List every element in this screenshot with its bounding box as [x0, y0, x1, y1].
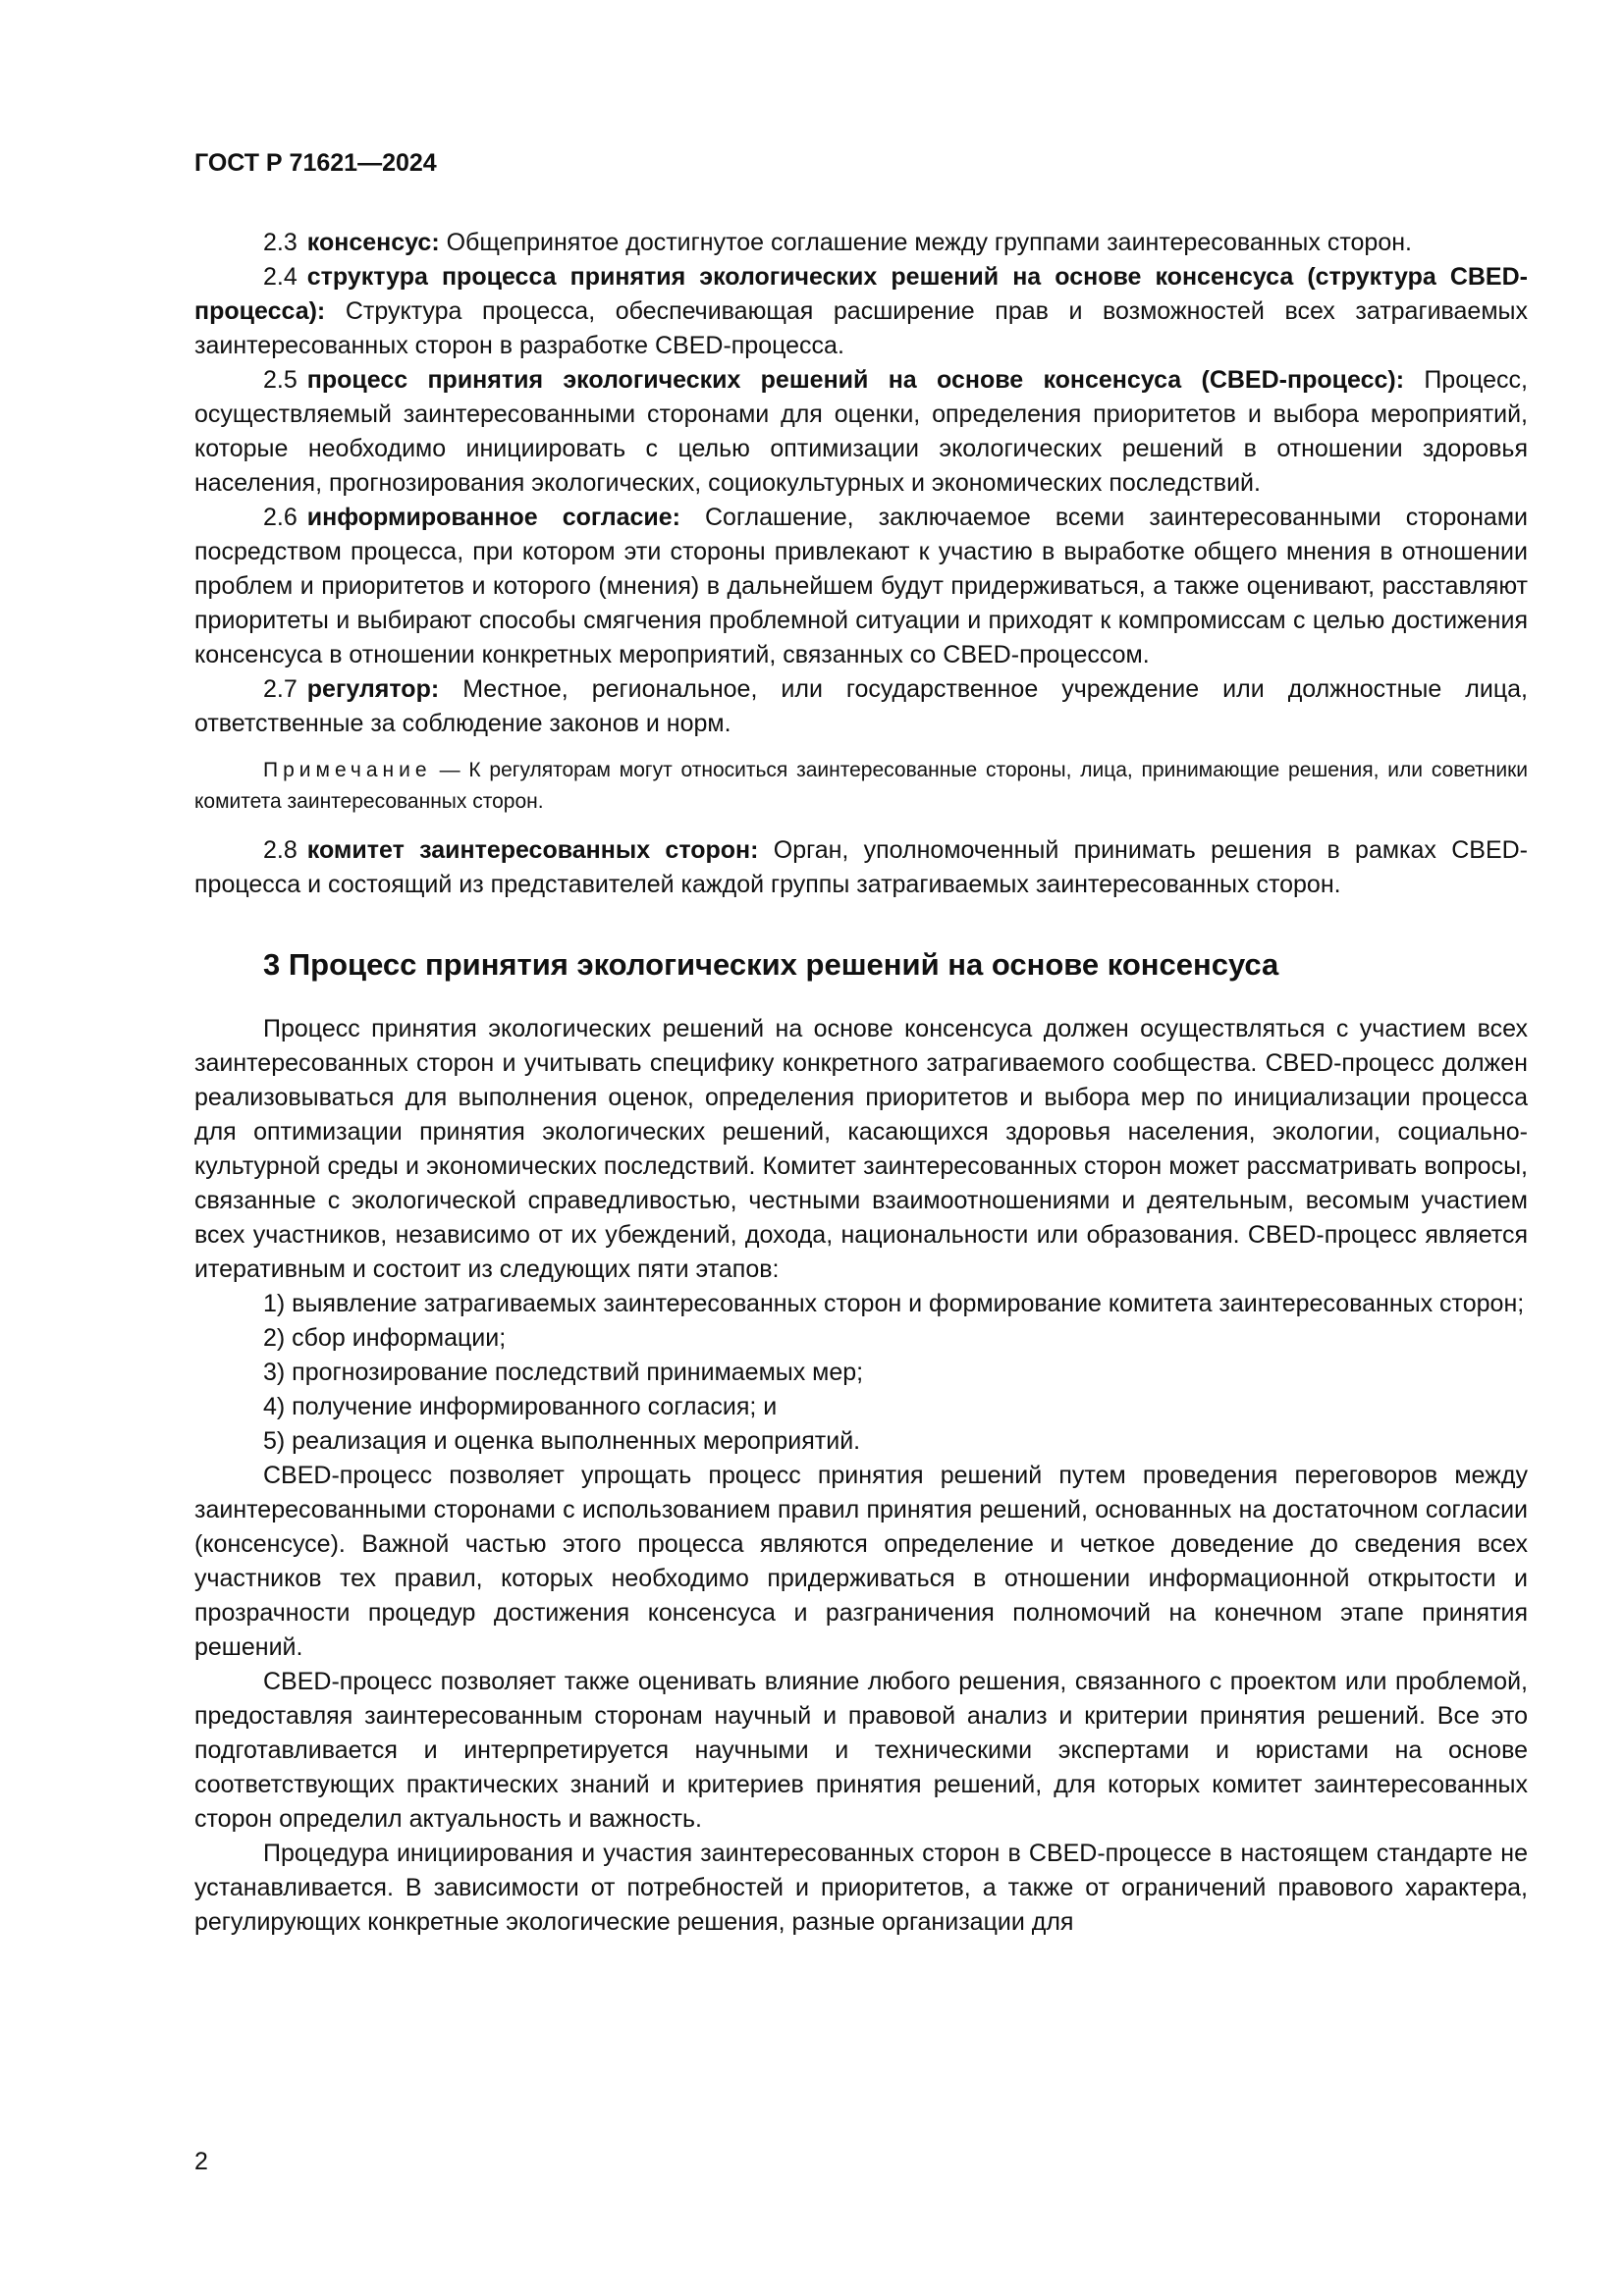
paragraph: CBED-процесс позволяет упрощать процесс принятия решений путем проведения переговоров между заинтересованными сторонами с использованием правил принятия решений, основанных на достаточном согласии (консенсусе). Важной частью этого процесса являются определение и четкое доведение до сведения всех участников тех правил, которых необходимо придерживаться в отношении информационной открытости и прозрачности процедур достижения консенсуса и разграничения полномочий на конечном этапе принятия решений. — [194, 1462, 1528, 1661]
section-heading: 3 Процесс принятия экологических решений на основе консенсуса — [263, 947, 1279, 982]
definition-2-4 — [194, 260, 1528, 363]
definition-number: 2.3 — [263, 229, 298, 256]
definition-text: Местное, региональное, или государственное учреждение или должностные лица, ответственные за соблюдение законов и норм. — [194, 675, 1529, 737]
list-item: 2) сбор информации; — [263, 1324, 507, 1352]
definition-text: Орган, уполномоченный принимать решения в рамках CBED-процесса и состоящий из представителей каждой группы затрагиваемых заинтересованных сторон. — [194, 836, 1528, 898]
paragraph: Процедура инициирования и участия заинтересованных сторон в CBED-процессе в настоящем стандарте не устанавливается. В зависимости от потребностей и приоритетов, а также от ограничений правового характера, регулирующих конкретные экологические решения, разные организации для — [194, 1840, 1528, 1936]
list-item: 5) реализация и оценка выполненных мероприятий. — [263, 1427, 861, 1455]
definition-2-8 — [194, 833, 1528, 902]
definition-text: Общепринятое достигнутое соглашение между группами заинтересованных сторон. — [446, 229, 1412, 256]
definition-text: Структура процесса, обеспечивающая расширение прав и возможностей всех затрагиваемых заинтересованных сторон в разработке CBED-процесса. — [194, 297, 1528, 359]
list-item: 4) получение информированного согласия; и — [263, 1393, 778, 1420]
definition-text: Соглашение, заключаемое всеми заинтересованными сторонами посредством процесса, при котором эти стороны привлекают к участию в выработке общего мнения в отношении проблем и приоритетов и которого (мнения) в дальнейшем будут придерживаться, а также оценивают, расставляют приоритеты и выбирают способы смягчения проблемной ситуации и приходят к компромиссам с целью достижения консенсуса в отношении конкретных мероприятий, связанных со CBED-процессом. — [194, 504, 1528, 668]
definition-2-3 — [194, 226, 1528, 260]
definition-text: Процесс, осуществляемый заинтересованными сторонами для оценки, определения приоритетов и выбора мероприятий, которые необходимо инициировать с целью оптимизации экологических решений в отношении здоровья населения, прогнозирования экологических, социокультурных и экономических последствий. — [194, 366, 1528, 497]
note-label: Примечание — [263, 759, 432, 781]
definition-term: процесс принятия экологических решений на основе консенсуса (CBED-процесс): — [306, 366, 1405, 394]
document-header: ГОСТ Р 71621—2024 — [194, 149, 437, 177]
section-intro: Процесс принятия экологических решений на основе консенсуса должен осуществляться с участием всех заинтересованных сторон и учитывать специфику конкретного затрагиваемого сообщества. CBED-процесс должен реализовываться для выполнения оценок, определения приоритетов и выбора мер по инициализации процесса для оптимизации принятия экологических решений, касающихся здоровья населения, экологии, социально-культурной среды и экономических последствий. Комитет заинтересованных сторон может рассматривать вопросы, связанные с экологической справедливостью, честными взаимоотношениями и деятельным, весомым участием всех участников, независимо от их убеждений, дохода, национальности или образования. CBED-процесс является итеративным и состоит из следующих пяти этапов: — [194, 1015, 1528, 1283]
list-item: 3) прогнозирование последствий принимаемых мер; — [263, 1359, 864, 1386]
definition-term: структура процесса принятия экологических решений на основе консенсуса (структура CBED-процесса): — [194, 263, 1528, 325]
definition-number: 2.8 — [263, 836, 298, 864]
paragraph: CBED-процесс позволяет также оценивать влияние любого решения, связанного с проектом или проблемой, предоставляя заинтересованным сторонам научный и правовой анализ и критерии принятия решений. Все это подготавливается и интерпретируется научными и техническими экспертами и юристами на основе соответствующих практических знаний и критериев принятия решений, для которых комитет заинтересованных сторон определил актуальность и важность. — [194, 1668, 1528, 1833]
definition-term: консенсус: — [306, 229, 440, 256]
definition-number: 2.6 — [263, 504, 298, 531]
note-text: — К регуляторам могут относиться заинтересованные стороны, лица, принимающие решения, или советники комитета заинтересованных сторон. — [194, 759, 1528, 813]
definition-term: информированное согласие: — [306, 504, 680, 531]
document-body — [194, 226, 1528, 1940]
definition-2-5 — [194, 363, 1528, 501]
definition-number: 2.5 — [263, 366, 298, 394]
definition-term: комитет заинтересованных сторон: — [306, 836, 759, 864]
definition-2-6 — [194, 501, 1528, 672]
definition-number: 2.4 — [263, 263, 298, 291]
definition-2-7 — [194, 672, 1528, 741]
list-item: 1) выявление затрагиваемых заинтересованных сторон и формирование комитета заинтересованных сторон; — [263, 1290, 1525, 1317]
definition-number: 2.7 — [263, 675, 298, 703]
page-number: 2 — [194, 2148, 208, 2175]
note — [194, 755, 1528, 818]
definition-term: регулятор: — [306, 675, 440, 703]
